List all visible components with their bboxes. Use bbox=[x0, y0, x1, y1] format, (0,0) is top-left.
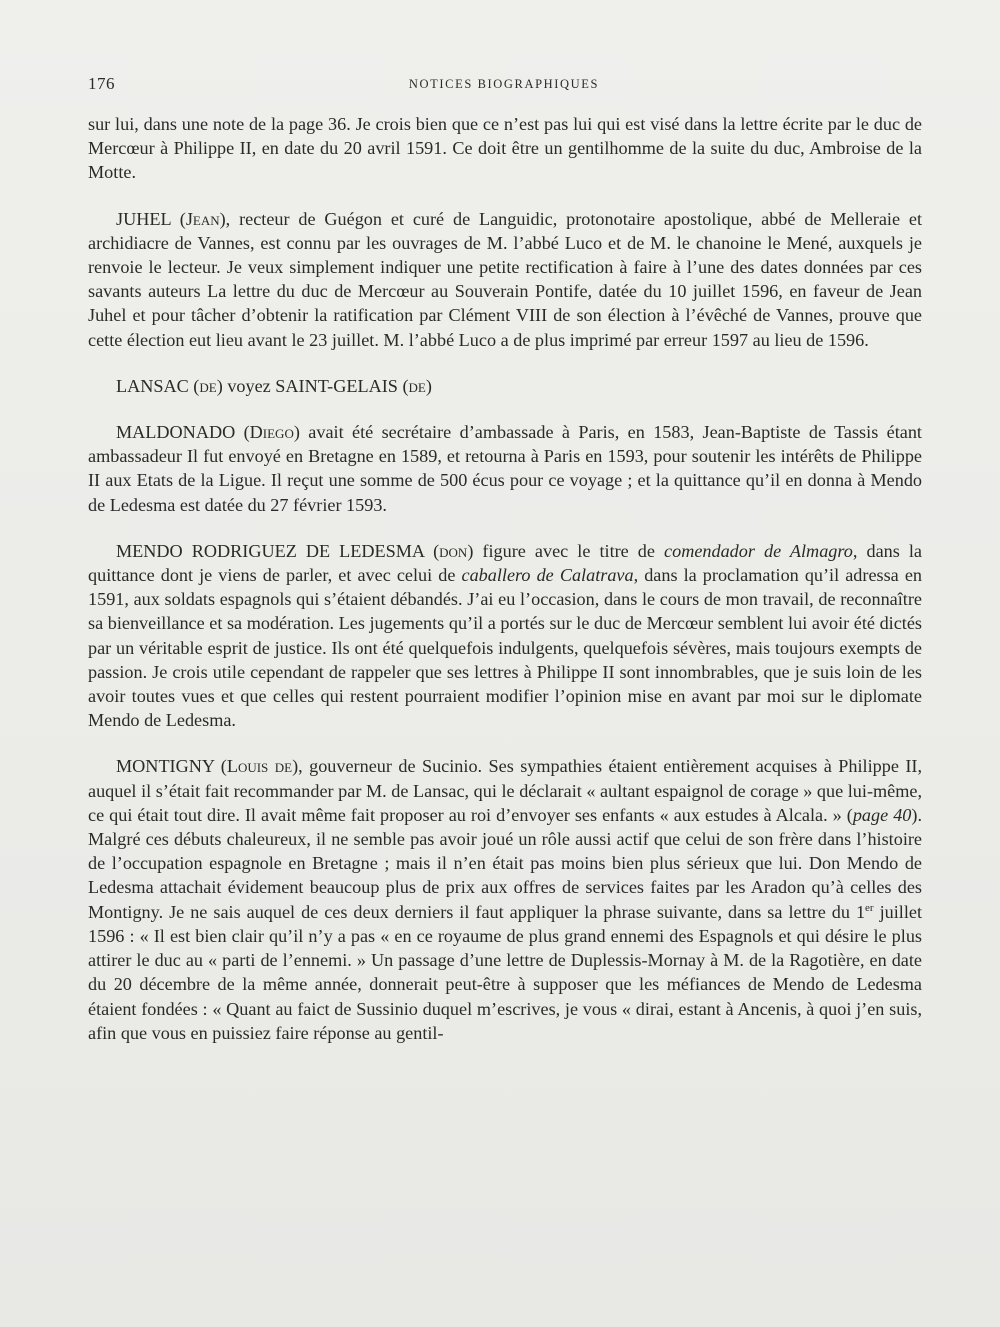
entry-maldonado bbox=[88, 420, 922, 517]
entry-text: juillet 1596 : « Il est bien clair qu’il n’y a pas « en ce royaume de plus grand ennemi des Espagnols et qui désire le plus attirer le duc au « parti de l’ennemi. » Un passage d’une lettre de Duplessis-Mornay à M. de la Ragotière, en date du 20 décembre de la même année, donnerait peut-être à supposer que les méfiances de Mendo de Ledesma étaient fondées : « Quant au faict de Sussinio duquel m’escrives, je vous « dirai, estant à Ancenis, à quoi j’en suis, afin que vous en puissiez faire réponse au gentil- bbox=[88, 901, 923, 1043]
entry-particle: de bbox=[199, 375, 217, 396]
entry-text: ) voyez SAINT-GELAIS ( bbox=[216, 375, 409, 396]
paragraph-continuation: sur lui, dans une note de la page 36. Je crois bien que ce n’est pas lui qui est visé dans la lettre écrite par le duc de Mercœur à Philippe II, en date du 20 avril 1591. Ce doit être un gentilhomme de la suite du duc, Ambroise de la Motte. bbox=[88, 114, 922, 183]
entry-lansac bbox=[88, 374, 922, 398]
entry-given-name: don bbox=[439, 540, 468, 561]
entry-mendo-rodriguez bbox=[88, 539, 922, 733]
entry-given-name: Diego bbox=[249, 422, 294, 443]
entry-text: ), gouverneur de Sucinio. Ses sympathies étaient entièrement acquises à Philippe II, auquel il s’était fait recommander par M. de Lansac, qui le déclarait « aultant espaignol de corage » que lui-même, ce qui était tout dire. Il avait même fait proposer au roi d’envoyer ses enfants « aux estudes à Alcala. » ( bbox=[88, 756, 922, 825]
entry-text: ) figure avec le titre de bbox=[467, 540, 665, 561]
entry-given-name: Jean bbox=[185, 208, 220, 229]
entry-name: JUHEL ( bbox=[116, 208, 186, 229]
entry-juhel bbox=[88, 207, 922, 352]
ordinal-superscript: er bbox=[865, 901, 874, 914]
entry-name: MALDONADO ( bbox=[116, 422, 250, 443]
entry-name: MONTIGNY ( bbox=[116, 756, 227, 777]
entry-title-italic: caballero de Calatrava bbox=[461, 565, 634, 586]
entry-name: LANSAC ( bbox=[116, 375, 200, 396]
entry-given-name: Louis de bbox=[226, 756, 293, 777]
entry-text: , dans la quittance dont je viens de parler, et avec celui de bbox=[88, 540, 922, 586]
entry-text: ). Malgré ces débuts chaleureux, il ne semble pas avoir joué un rôle aussi actif que celui de son frère dans l’histoire de l’occupation espagnole en Bretagne ; mais il n’en était pas moins bien plus sérieux que lui. Don Mendo de Ledesma attachait évidement beaucoup plus de prix aux offres de services faites par les Aradon qu’à celles des Montigny. Je ne sais auquel de ces deux derniers il faut appliquer la phrase suivante, dans sa lettre du 1 bbox=[88, 804, 922, 922]
page-body bbox=[88, 112, 922, 1067]
entry-text: ), recteur de Guégon et curé de Languidic, protonotaire apostolique, abbé de Melleraie et archidiacre de Vannes, est connu par les ouvrages de M. l’abbé Luco et de M. le chanoine le Mené, auxquels je renvoie le lecteur. Je veux simplement indiquer une petite rectification à faire à l’une des dates données par ces savants auteurs La lettre du duc de Mercœur au Souverain Pontife, datée du 10 juillet 1596, en faveur de Jean Juhel et pour tâcher d’obtenir la ratification par Clément VIII de son élection à l’évêché de Vannes, prouve que cette élection eut lieu avant le 23 juillet. M. l’abbé Luco a de plus imprimé par erreur 1597 au lieu de 1596. bbox=[88, 208, 922, 350]
entry-text: ) bbox=[425, 375, 432, 396]
entry-particle: de bbox=[408, 375, 426, 396]
entry-text: ) avait été secrétaire d’ambassade à Paris, en 1583, Jean-Baptiste de Tassis étant ambassadeur Il fut envoyé en Bretagne en 1589, et retourna à Paris en 1593, pour soutenir les intérêts de Philippe II aux Etats de la Ligue. Il reçut une somme de 500 écus pour ce voyage ; et la quittance qu’il en donna à Mendo de Ledesma est datée du 27 février 1593. bbox=[88, 422, 922, 515]
entry-montigny bbox=[88, 754, 922, 1044]
entry-text: , dans la proclamation qu’il adressa en 1591, aux soldats espagnols qui s’étaient débandés. J’ai eu l’occasion, dans le cours de mon travail, de reconnaître sa bienveillance et sa modération. Les jugements qu’il a portés sur le duc de Mercœur semblent lui avoir été dictés par un véritable esprit de justice. Ils ont été quelquefois indulgents, quelquefois sévères, mais toujours exempts de passion. Je crois utile cependant de rappeler que ses lettres à Philippe II sont innombrables, que je suis loin de les avoir toutes vues et que celles qui restent pourraient modifier l’opinion mise en avant par moi sur le diplomate Mendo de Ledesma. bbox=[88, 565, 922, 731]
entry-name: MENDO RODRIGUEZ DE LEDESMA ( bbox=[116, 540, 440, 561]
running-head: NOTICES BIOGRAPHIQUES bbox=[408, 77, 600, 91]
page-header bbox=[88, 74, 920, 100]
page-number: 176 bbox=[88, 74, 115, 93]
entry-title-italic: comendador de Almagro bbox=[664, 540, 853, 561]
page-reference: page 40 bbox=[852, 804, 912, 825]
